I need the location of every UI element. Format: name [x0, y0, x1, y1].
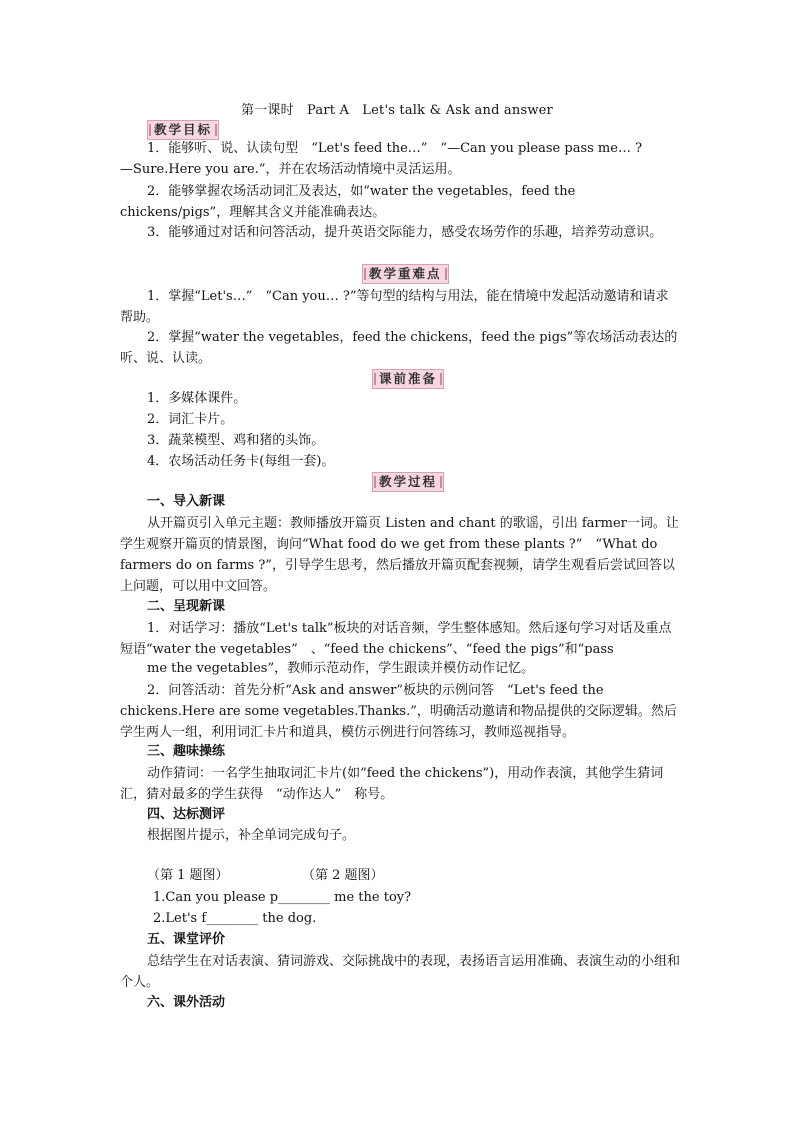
lesson-title: 第一课时 Part A Let's talk & Ask and answer: [241, 103, 553, 118]
present-point-1: 1．对话学习：播放“Let's talk”板块的对话音频，学生整体感知。然后逐句学习对话及重点短语“water the vegetables” 、“feed the chickens”、“feed the pigs”和“pass: [120, 621, 672, 657]
section-badge-goals: 教学目标: [147, 120, 219, 140]
goal-1-line-2: —Sure.Here you are.”，并在农场活动情境中灵活运用。: [120, 162, 461, 177]
intro-paragraph: 从开篇页引入单元主题：教师播放开篇页 Listen and chant 的歌谣，引出 farmer一词。让学生观察开篇页的情景图，询问“What food do we get from these plants ?” “What do farmers do on farms ?”，引导学生思考，然后播放开篇页配套视频，请学生观看后尝试回答以上问题，可以用中文回答。: [120, 516, 679, 594]
prep-item-2: 2．词汇卡片。: [147, 412, 234, 427]
present-point-2: 2．问答活动：首先分析“Ask and answer”板块的示例问答 “Let's feed the chickens.Here are some vegetables.Thanks.”，明确活动邀请和物品提供的交际逻辑。然后学生两人一组，利用词汇卡片和道具，模仿示例进行问答练习，教师巡视指导。: [120, 683, 677, 740]
section-badge-key-points: 教学重难点: [362, 264, 449, 284]
section-badge-process: 教学过程: [372, 472, 444, 492]
key-point-1: 1．掌握“Let's…” “Can you… ?”等句型的结构与用法，能在情境中发起活动邀请和请求帮助。: [120, 289, 669, 325]
key-point-2: 2．掌握“water the vegetables，feed the chickens，feed the pigs”等农场活动表达的听、说、认读。: [120, 330, 678, 366]
section-heading-present: 二、呈现新课: [147, 599, 226, 614]
section-heading-homework: 六、课外活动: [147, 995, 226, 1010]
assessment-instruction: 根据图片提示，补全单词完成句子。: [147, 828, 356, 843]
practice-paragraph: 动作猜词：一名学生抽取词汇卡片(如“feed the chickens”)，用动作表演，其他学生猜词汇，猜对最多的学生获得 “动作达人” 称号。: [120, 766, 664, 802]
question-1: 1.Can you please p________ me the toy?: [153, 890, 412, 905]
present-point-1-cont: me the vegetables”，教师示范动作，学生跟读并模仿动作记忆。: [147, 661, 535, 676]
goal-2: 2．能够掌握农场活动词汇及表达，如“water the vegetables，feed the chickens/pigs”，理解其含义并能准确表达。: [120, 184, 576, 220]
section-heading-intro: 一、导入新课: [147, 494, 226, 509]
section-badge-prep: 课前准备: [372, 369, 444, 389]
goal-1-line-1: 1．能够听、说、认读句型 “Let's feed the…” “—Can you please pass me… ?: [147, 141, 643, 156]
evaluation-paragraph: 总结学生在对话表演、猜词游戏、交际挑战中的表现，表扬语言运用准确、表演生动的小组和个人。: [120, 954, 681, 990]
section-heading-assessment: 四、达标测评: [147, 807, 226, 822]
figure-caption-1: （第 1 题图）: [147, 868, 229, 883]
prep-item-4: 4．农场活动任务卡(每组一套)。: [147, 454, 335, 469]
section-heading-practice: 三、趣味操练: [147, 744, 226, 759]
figure-caption-2: （第 2 题图）: [302, 868, 384, 883]
prep-item-1: 1．多媒体课件。: [147, 391, 247, 406]
prep-item-3: 3．蔬菜模型、鸡和猪的头饰。: [147, 433, 325, 448]
goal-3: 3．能够通过对话和问答活动，提升英语交际能力，感受农场劳作的乐趣，培养劳动意识。: [147, 225, 663, 240]
section-heading-evaluation: 五、课堂评价: [147, 932, 226, 947]
question-2: 2.Let's f________ the dog.: [153, 911, 317, 926]
